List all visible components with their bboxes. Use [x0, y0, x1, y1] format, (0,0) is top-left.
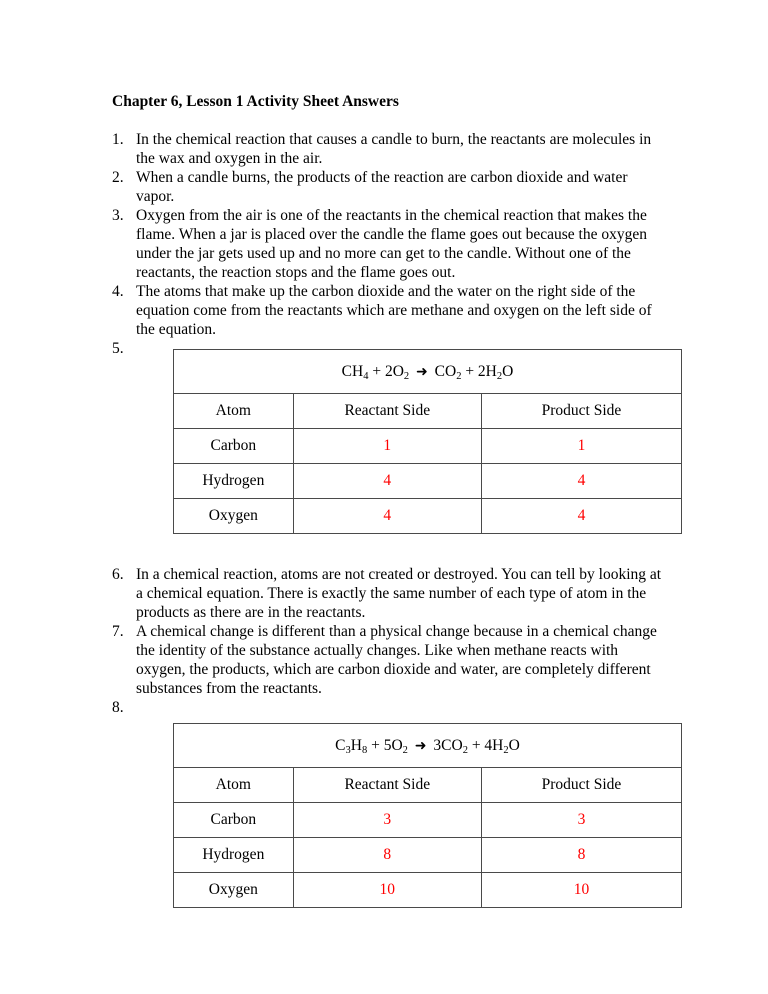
right-arrow-icon: ➜ — [416, 364, 428, 380]
reactant-count: 3 — [293, 803, 481, 838]
reactant-count: 1 — [293, 429, 481, 464]
answer-item-4 — [112, 282, 666, 339]
atom-name: Oxygen — [174, 873, 294, 908]
answer-item-2 — [112, 168, 666, 206]
column-header: Reactant Side — [293, 394, 481, 429]
column-header: Product Side — [481, 394, 681, 429]
atom-name: Hydrogen — [174, 464, 294, 499]
table-row — [174, 499, 682, 534]
atom-name: Hydrogen — [174, 838, 294, 873]
item-number: 3. — [112, 207, 124, 224]
atom-name: Carbon — [174, 803, 294, 838]
item-number: 8. — [112, 699, 124, 716]
right-arrow-icon: ➜ — [414, 738, 427, 754]
atom-name: Oxygen — [174, 499, 294, 534]
reactant-count: 4 — [293, 499, 481, 534]
item-text: A chemical change is different than a physical change because in a chemical change the identity of the substance actually changes. Like when methane reacts with oxygen, the products, which are carbon dioxide and water, are completely different substances from the reactants. — [136, 623, 657, 697]
product-count: 4 — [481, 499, 681, 534]
item-text: In a chemical reaction, atoms are not created or destroyed. You can tell by looking at a chemical equation. There is exactly the same number of each type of atom in the products as there are in the reactants. — [136, 566, 662, 621]
product-count: 8 — [481, 838, 681, 873]
chemical-equation: $C_3H_8 + 5O_2$ ➜ $3CO_2 + 4H_2O$ — [174, 724, 682, 768]
table-row — [174, 873, 682, 908]
item-number: 6. — [112, 566, 124, 583]
table-row — [174, 803, 682, 838]
item-number: 5. — [112, 340, 124, 357]
column-header: Product Side — [481, 768, 681, 803]
answer-item-6 — [112, 565, 666, 622]
column-header: Reactant Side — [293, 768, 481, 803]
item-number: 2. — [112, 169, 124, 186]
table-row — [174, 429, 682, 464]
answer-item-3 — [112, 206, 666, 282]
chemical-equation: $CH_4 + 2O_2$ ➜ $CO_2 + 2H_2O$ — [174, 350, 682, 394]
item-number: 7. — [112, 623, 124, 640]
item-text: When a candle burns, the products of the reaction are carbon dioxide and water vapor. — [136, 169, 628, 205]
reactant-count: 4 — [293, 464, 481, 499]
atom-name: Carbon — [174, 429, 294, 464]
item-text: Oxygen from the air is one of the reactants in the chemical reaction that makes the flame. When a jar is placed over the candle the flame goes out because the oxygen under the jar gets used up and no more can get to the candle. Without one of the reactants, the reaction stops and the flame goes out. — [136, 207, 648, 281]
column-header: Atom — [174, 394, 294, 429]
reactant-count: 8 — [293, 838, 481, 873]
product-count: 3 — [481, 803, 681, 838]
answer-item-7 — [112, 622, 666, 698]
item-text: In the chemical reaction that causes a candle to burn, the reactants are molecules in the wax and oxygen in the air. — [136, 131, 652, 167]
answer-item-1 — [112, 130, 666, 168]
column-header: Atom — [174, 768, 294, 803]
item-number: 4. — [112, 283, 124, 300]
product-count: 10 — [481, 873, 681, 908]
product-count: 4 — [481, 464, 681, 499]
item-text: The atoms that make up the carbon dioxide and the water on the right side of the equation come from the reactants which are methane and oxygen on the left side of the equation. — [136, 283, 652, 338]
reactant-count: 10 — [293, 873, 481, 908]
table-row — [174, 838, 682, 873]
table-header-row — [174, 768, 682, 803]
atom-count-table-propane — [173, 723, 682, 908]
table-header-row — [174, 394, 682, 429]
page-title: Chapter 6, Lesson 1 Activity Sheet Answers — [112, 93, 399, 110]
table-row — [174, 464, 682, 499]
item-number: 1. — [112, 131, 124, 148]
atom-count-table-methane — [173, 349, 682, 534]
product-count: 1 — [481, 429, 681, 464]
